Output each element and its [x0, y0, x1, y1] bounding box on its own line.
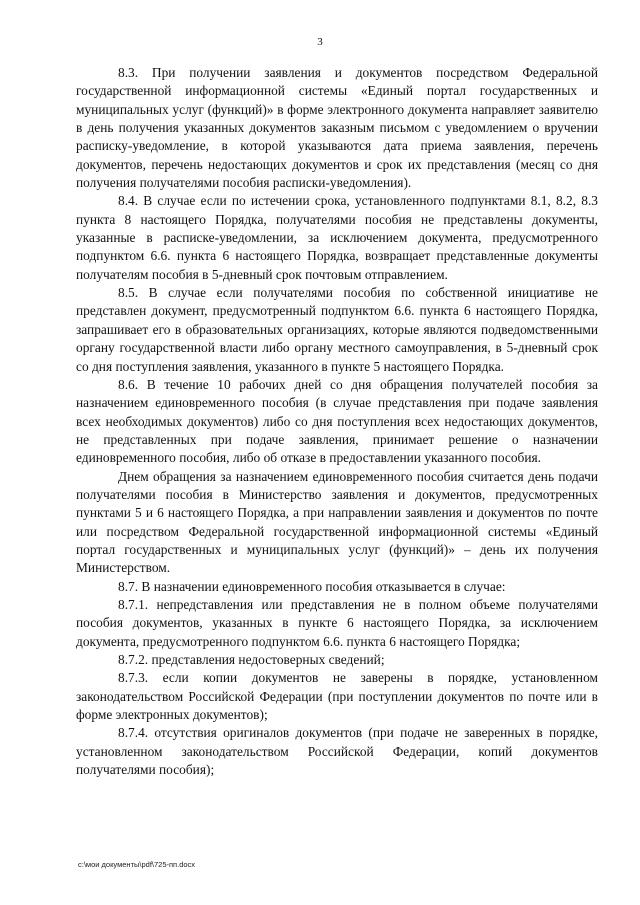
- document-body: [76, 64, 598, 779]
- paragraph-8-7: 8.7. В назначении единовременного пособия отказывается в случае:: [118, 578, 506, 594]
- paragraph-8-7-3: 8.7.3. если копии документов не заверены в порядке, установленном законодательством Российской Федерации (при поступлении документов по почте или в форме электронных документов);: [76, 670, 598, 723]
- paragraph-8-5: 8.5. В случае если получателями пособия по собственной инициативе не представлен документ, предусмотренный подпунктом 6.6. пункта 6 настоящего Порядка, запрашивает его в образовательных организациях, которые являются подведомственными органу государственной власти либо органу местного самоуправления, в 5-дневный срок со дня поступления заявления, указанного в пункте 5 настоящего Порядка.: [76, 285, 598, 374]
- paragraph-8-7-4: 8.7.4. отсутствия оригиналов документов (при подаче не заверенных в порядке, установленном законодательством Российской Федерации, копий документов получателями пособия);: [76, 725, 598, 778]
- paragraph-application-date: Днем обращения за назначением единовременного пособия считается день подачи получателями пособия в Министерство заявления и документов, предусмотренных пунктами 5 и 6 настоящего Порядка, а при направлении заявления и документов по почте или посредством Федеральной государственной информационной системы «Единый портал государственных и муниципальных услуг (функций)» – день их получения Министерством.: [76, 468, 598, 576]
- paragraph-8-7-2: 8.7.2. представления недостоверных сведений;: [118, 652, 385, 667]
- page-number: 3: [317, 36, 323, 48]
- paragraph-8-7-1: 8.7.1. непредставления или представления не в полном объеме получателями пособия документов, указанных в пункте 6 настоящего Порядка, за исключением документа, предусмотренного подпунктом 6.6. пункта 6 настоящего Порядка;: [76, 596, 598, 649]
- paragraph-8-3: 8.3. При получении заявления и документов посредством Федеральной государственной информационной системы «Единый портал государственных и муниципальных услуг (функций)» в форме электронного документа направляет заявителю в день получения указанных документов заказным письмом с уведомлением о вручении расписку-уведомление, в которой указываются дата приема заявления, перечень документов, перечень недостающих документов и срок их представления (месяц со дня получения получателями пособия расписки-уведомления).: [76, 65, 598, 191]
- footer-file-path: c:\мои документы\pdf\725-пп.docx: [78, 860, 196, 869]
- paragraph-8-6: 8.6. В течение 10 рабочих дней со дня обращения получателей пособия за назначением единовременного пособия (в случае представления при подаче заявления всех необходимых документов) либо со дня поступления всех недостающих документов, не представленных при подаче заявления, принимает решение о назначении единовременного пособия, либо об отказе в предоставлении указанного пособия.: [76, 376, 598, 466]
- paragraph-8-4: 8.4. В случае если по истечении срока, установленного подпунктами 8.1, 8.2, 8.3 пункта 8 настоящего Порядка, получателями пособия не представлены документы, указанные в расписке-уведомлении, за исключением документа, предусмотренного подпунктом 6.6. пункта 6 настоящего Порядка, возвращает представленные документы получателям пособия в 5-дневный срок почтовым отправлением.: [76, 193, 598, 282]
